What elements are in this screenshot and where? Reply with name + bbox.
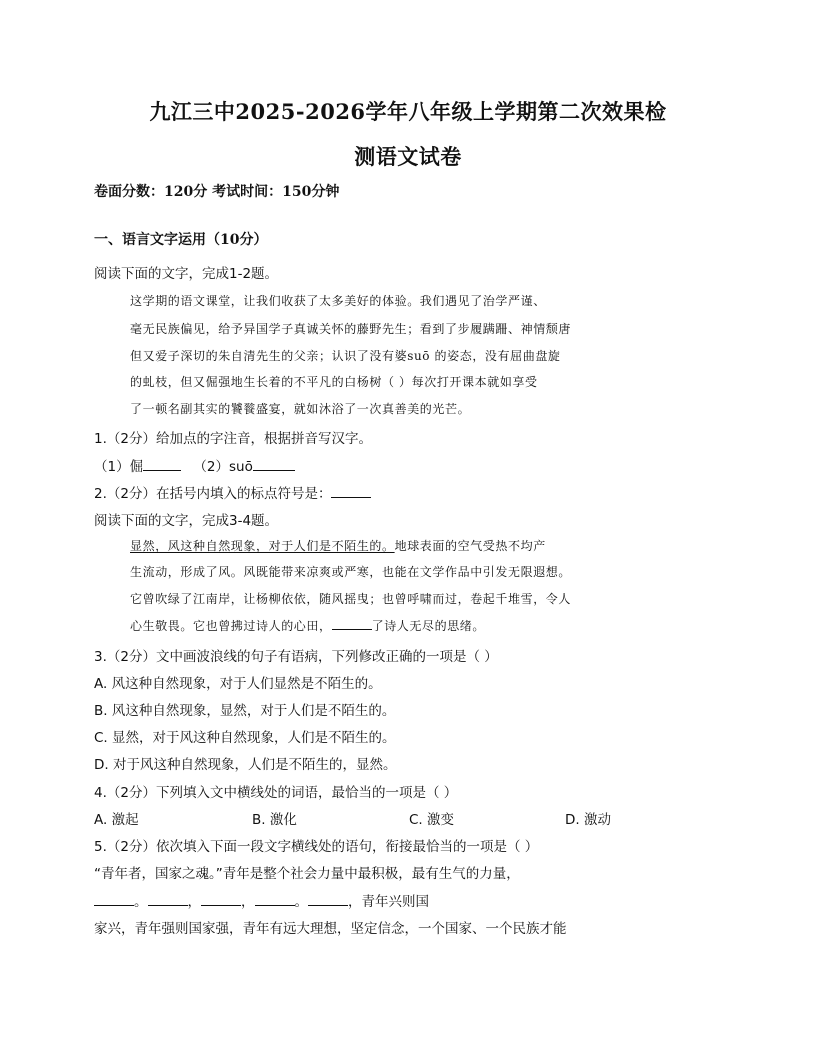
passage2-text: 地球表面的空气受热不均产 bbox=[394, 539, 546, 553]
q1-part2-label: （2）suō bbox=[193, 459, 253, 475]
question-1: 1.（2分）给加点的字注音，根据拼音写汉字。 bbox=[94, 431, 372, 447]
answer-blank[interactable] bbox=[148, 893, 188, 906]
question-1-parts bbox=[94, 455, 295, 475]
q4-option-a[interactable]: A. 激起 bbox=[94, 812, 139, 828]
passage2-line bbox=[130, 537, 546, 554]
q5-separator: ， bbox=[187, 894, 201, 910]
passage1-line: 这学期的语文课堂，让我们收获了太多美好的体验。我们遇见了治学严谨、 bbox=[130, 294, 546, 308]
q1-part1-label: （1）倔 bbox=[94, 459, 144, 475]
q3-option-c[interactable]: C. 显然，对于风这种自然现象，人们是不陌生的。 bbox=[94, 730, 396, 746]
q4-option-c[interactable]: C. 激变 bbox=[409, 812, 455, 828]
question-3: 3.（2分）文中画波浪线的句子有语病，下列修改正确的一项是（ ） bbox=[94, 649, 498, 665]
section-heading: 一、语言文字运用（10分） bbox=[94, 232, 268, 248]
passage1-line: 但又爱子深切的朱自清先生的父亲；认识了没有婆suō 的姿态，没有屈曲盘旋 bbox=[130, 349, 561, 363]
passage1-line: 了一顿名副其实的饕餮盛宴，就如沐浴了一次真善美的光芒。 bbox=[130, 402, 471, 416]
q3-option-d[interactable]: D. 对于风这种自然现象，人们是不陌生的，显然。 bbox=[94, 757, 397, 773]
q4-option-b[interactable]: B. 激化 bbox=[252, 812, 297, 828]
wavy-underlined-sentence: 显然，风这种自然现象，对于人们是不陌生的。 bbox=[130, 539, 395, 553]
answer-blank[interactable] bbox=[94, 893, 134, 906]
answer-blank[interactable] bbox=[201, 893, 241, 906]
answer-blank[interactable] bbox=[332, 617, 372, 630]
passage2-text: 心生敬畏。它也曾拂过诗人的心田， bbox=[130, 619, 332, 633]
q3-option-b[interactable]: B. 风这种自然现象，显然，对于人们是不陌生的。 bbox=[94, 703, 396, 719]
passage1-line: 毫无民族偏见，给予异国学子真诚关怀的藤野先生；看到了步履蹒跚、神情颓唐 bbox=[130, 322, 572, 336]
passage2-line bbox=[130, 617, 485, 634]
question-4: 4.（2分）下列填入文中横线处的词语，最恰当的一项是（ ） bbox=[94, 785, 458, 801]
answer-blank[interactable] bbox=[308, 893, 348, 906]
reading-intro-2: 阅读下面的文字，完成3-4题。 bbox=[94, 513, 279, 529]
q5-text-line3: 家兴，青年强则国家强，青年有远大理想，坚定信念，一个国家、一个民族才能 bbox=[94, 921, 567, 937]
answer-blank[interactable] bbox=[253, 458, 295, 471]
score-time-info: 卷面分数：120分 考试时间：150分钟 bbox=[94, 184, 340, 200]
passage2-text: 了诗人无尽的思绪。 bbox=[371, 619, 486, 633]
answer-blank[interactable] bbox=[255, 893, 295, 906]
q5-separator: 。 bbox=[294, 894, 308, 910]
passage1-line: 的虬枝，但又倔强地生长着的不平凡的白杨树（ ）每次打开课本就如享受 bbox=[130, 375, 538, 389]
q5-text-line1: “青年者，国家之魂。”青年是整个社会力量中最积极，最有生气的力量， bbox=[94, 866, 520, 882]
exam-title-line1: 九江三中2025-2026学年八年级上学期第二次效果检 bbox=[149, 99, 667, 124]
exam-title-line2: 测语文试卷 bbox=[354, 144, 462, 169]
answer-blank[interactable] bbox=[143, 458, 181, 471]
answer-blank[interactable] bbox=[331, 485, 371, 498]
q4-option-d[interactable]: D. 激动 bbox=[565, 812, 611, 828]
reading-intro-1: 阅读下面的文字，完成1-2题。 bbox=[94, 266, 279, 282]
question-2 bbox=[94, 482, 371, 502]
question-2-text: 2.（2分）在括号内填入的标点符号是： bbox=[94, 486, 332, 502]
question-5: 5.（2分）依次填入下面一段文字横线处的语句，衔接最恰当的一项是（ ） bbox=[94, 839, 539, 855]
passage2-line: 它曾吹绿了江南岸，让杨柳依依，随风摇曳；也曾呼啸而过，卷起千堆雪，令人 bbox=[130, 592, 572, 606]
q5-separator: ， bbox=[241, 894, 255, 910]
passage2-line: 生流动，形成了风。风既能带来凉爽或严寒，也能在文学作品中引发无限遐想。 bbox=[130, 565, 572, 579]
q5-separator: ，青年兴则国 bbox=[348, 894, 429, 910]
q5-text-line2 bbox=[94, 890, 429, 910]
q3-option-a[interactable]: A. 风这种自然现象，对于人们显然是不陌生的。 bbox=[94, 676, 382, 692]
q5-separator: 。 bbox=[134, 894, 148, 910]
